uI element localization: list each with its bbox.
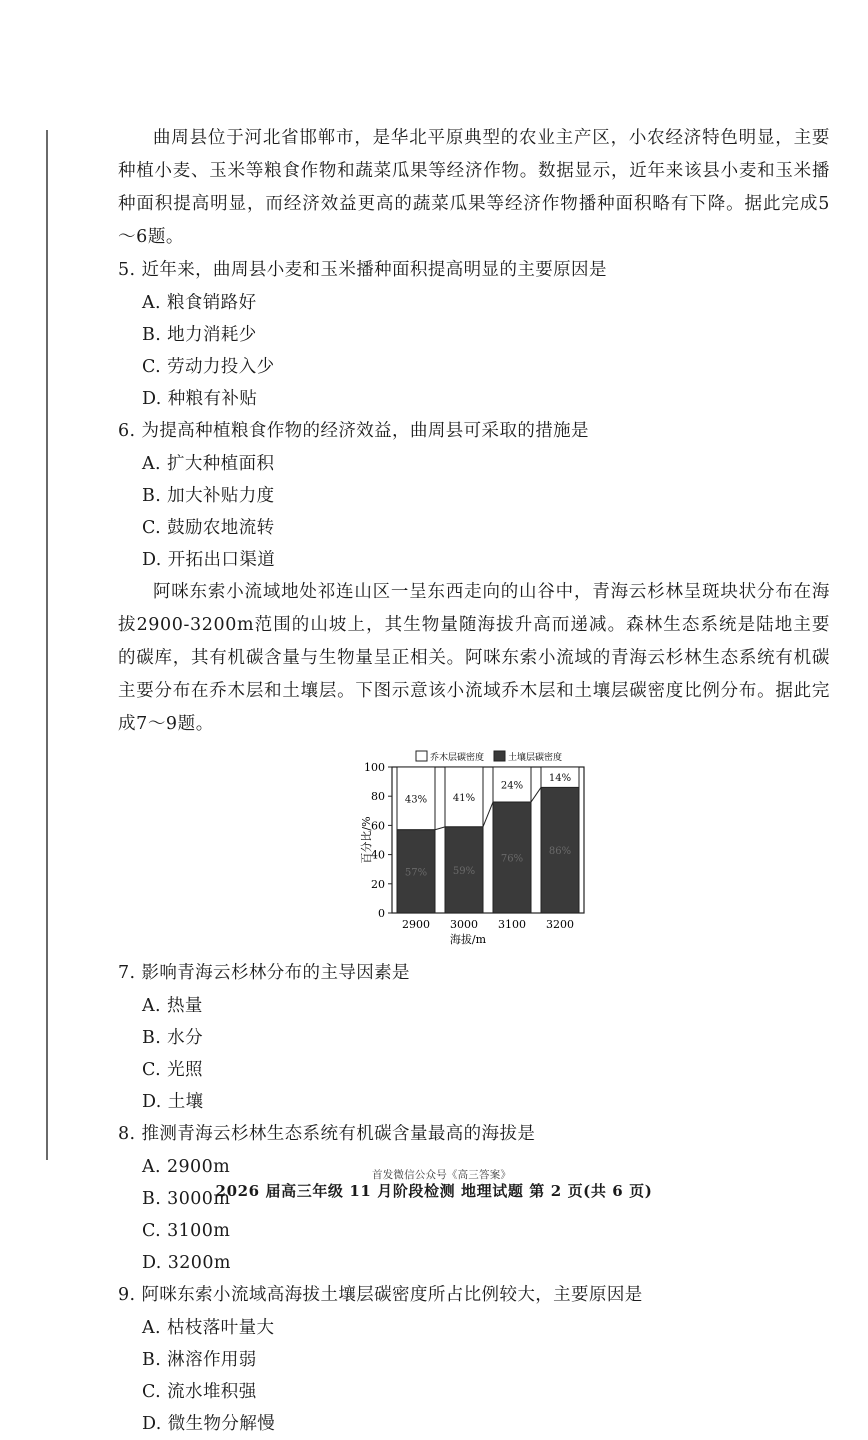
- y-tick-label: 80: [371, 790, 385, 804]
- question-9-stem: 9. 阿咪东索小流域高海拔土壤层碳密度所占比例较大，主要原因是: [118, 1285, 643, 1305]
- x-tick-label-3100: 3100: [498, 918, 526, 931]
- passage-2: 阿咪东索小流域地处祁连山区一呈东西走向的山谷中，青海云杉林呈斑块状分布在海拔2900-3200m范围的山坡上，其生物量随海拔升高而递减。森林生态系统是陆地主要的碳库，其有机碳含量与生物量呈正相关。阿咪东索小流域的青海云杉林生态系统有机碳主要分布在乔木层和土壤层。下图示意该小流域乔木层和土壤层碳密度比例分布。据此完成7～9题。: [118, 582, 830, 734]
- question-5-stem: 5. 近年来，曲周县小麦和玉米播种面积提高明显的主要原因是: [118, 260, 607, 280]
- q7-option-c[interactable]: C. 光照: [142, 1060, 203, 1080]
- q5-option-b[interactable]: B. 地力消耗少: [142, 325, 257, 345]
- question-8-options: [118, 1151, 830, 1279]
- x-tick-label-3200: 3200: [546, 918, 574, 931]
- q7-option-d[interactable]: D. 土壤: [142, 1092, 204, 1112]
- q8-option-b[interactable]: B. 3000m: [142, 1189, 231, 1209]
- x-tick-label-2900: 2900: [402, 918, 430, 931]
- question-9-options: [118, 1312, 830, 1440]
- connector-soil: [435, 827, 445, 830]
- label-tree-3100: 24%: [500, 780, 524, 792]
- y-axis-label: 百分比/%: [360, 816, 373, 864]
- legend-label-tree: 乔木层碳密度: [430, 753, 485, 763]
- question-6-options: [118, 448, 830, 576]
- q6-option-c[interactable]: C. 鼓励农地流转: [142, 518, 275, 538]
- q5-option-a[interactable]: A. 粮食销路好: [142, 293, 257, 313]
- label-tree-3000: 41%: [452, 792, 476, 804]
- q9-option-c[interactable]: C. 流水堆积强: [142, 1382, 257, 1402]
- legend-swatch-soil: [494, 751, 505, 761]
- chart-svg: [118, 745, 830, 955]
- q5-option-d[interactable]: D. 种粮有补贴: [142, 389, 258, 409]
- question-6-stem: 6. 为提高种植粮食作物的经济效益，曲周县可采取的措施是: [118, 421, 589, 441]
- q7-option-b[interactable]: B. 水分: [142, 1028, 203, 1048]
- question-5-options: [118, 287, 830, 415]
- q9-option-b[interactable]: B. 淋溶作用弱: [142, 1350, 257, 1370]
- question-7-options: [118, 990, 830, 1118]
- label-soil-3200: 86%: [548, 846, 572, 858]
- label-soil-3100: 76%: [500, 853, 524, 865]
- carbon-density-chart: [118, 745, 830, 955]
- q8-option-a[interactable]: [142, 1151, 512, 1183]
- passage-1: 曲周县位于河北省邯郸市，是华北平原典型的农业主产区，小农经济特色明显，主要种植小麦、玉米等粮食作物和蔬菜瓜果等经济作物。数据显示，近年来该县小麦和玉米播种面积提高明显，而经济效益更高的蔬菜瓜果等经济作物播种面积略有下降。据此完成5～6题。: [118, 128, 830, 247]
- label-soil-3000: 59%: [452, 865, 476, 877]
- label-tree-2900: 43%: [404, 794, 428, 806]
- question-7-stem: 7. 影响青海云杉林分布的主导因素是: [118, 963, 410, 983]
- q5-option-c[interactable]: C. 劳动力投入少: [142, 357, 275, 377]
- question-8-stem: 8. 推测青海云杉林生态系统有机碳含量最高的海拔是: [118, 1124, 536, 1144]
- q6-option-a[interactable]: A. 扩大种植面积: [142, 454, 275, 474]
- x-tick-label-3000: 3000: [450, 918, 478, 931]
- connector-soil: [483, 802, 493, 827]
- y-tick-label: 40: [371, 848, 385, 862]
- q8-option-a-label: A. 2900m: [142, 1157, 231, 1177]
- y-tick-label: 60: [371, 819, 385, 833]
- q8-option-c[interactable]: C. 3100m: [142, 1221, 231, 1241]
- q9-option-a[interactable]: A. 枯枝落叶量大: [142, 1318, 275, 1338]
- legend-label-soil: 土壤层碳密度: [508, 753, 563, 763]
- y-tick-label: 20: [371, 877, 385, 891]
- q6-option-d[interactable]: D. 开拓出口渠道: [142, 550, 276, 570]
- y-tick-label: 0: [378, 907, 385, 920]
- label-soil-2900: 57%: [404, 867, 428, 879]
- x-axis-label: 海拔/m: [449, 933, 487, 946]
- label-tree-3200: 14%: [548, 773, 572, 785]
- exam-page: [118, 122, 830, 1440]
- legend-swatch-tree: [416, 751, 427, 761]
- binding-margin-line: [46, 130, 48, 1160]
- q6-option-b[interactable]: B. 加大补贴力度: [142, 486, 275, 506]
- q7-option-a[interactable]: A. 热量: [142, 996, 203, 1016]
- watermark-text: 首发微信公众号《高三答案》: [372, 1169, 512, 1181]
- q8-option-d[interactable]: D. 3200m: [142, 1253, 231, 1273]
- connector-soil: [531, 787, 541, 802]
- page-footer: 2026 届高三年级 11 月阶段检测 地理试题 第 2 页(共 6 页): [215, 1182, 653, 1200]
- q9-option-d[interactable]: D. 微生物分解慢: [142, 1414, 276, 1434]
- y-tick-label: 100: [364, 761, 385, 774]
